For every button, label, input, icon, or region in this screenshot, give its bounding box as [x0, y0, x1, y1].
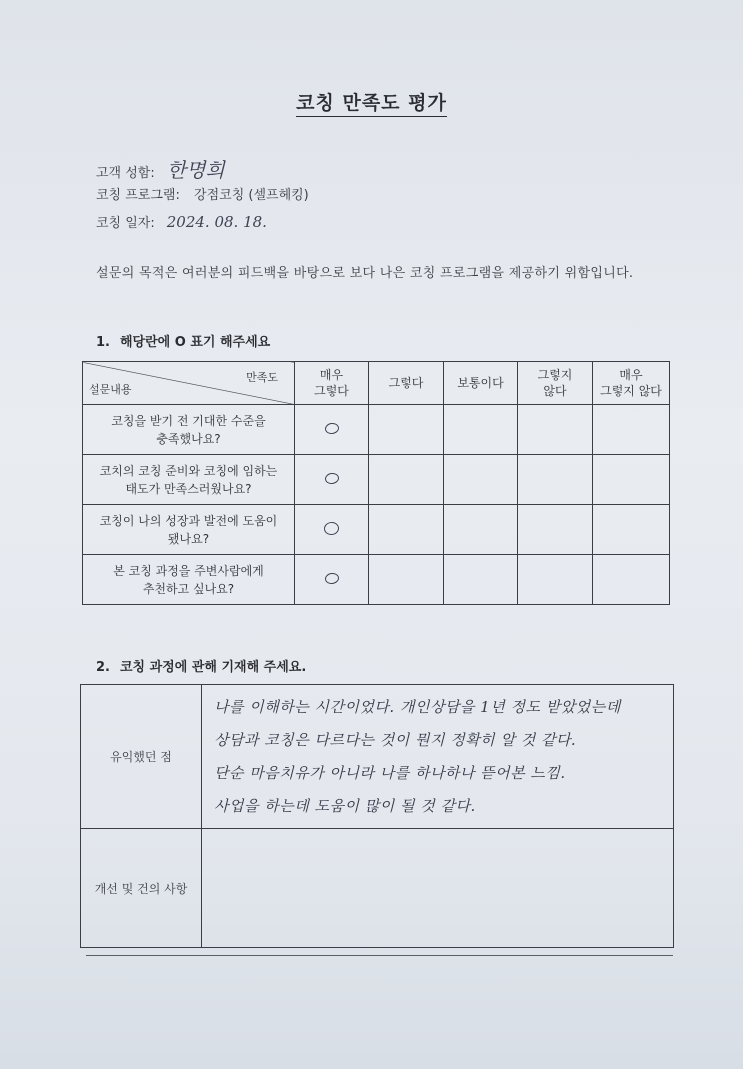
circle-mark: [324, 472, 339, 485]
section1-title: 해당란에 O 표기 해주세요: [119, 335, 271, 350]
header-line2: 그렇지 않다: [600, 384, 662, 398]
section2-heading: [96, 656, 306, 675]
section1-number: 1.: [96, 335, 110, 350]
circle-mark: [324, 572, 339, 585]
answer-cell-disagree[interactable]: [518, 405, 593, 455]
answer-cell-disagree[interactable]: [518, 455, 593, 505]
question-cell: [83, 505, 295, 555]
table-header-row: [83, 362, 670, 405]
answer-cell-very-agree[interactable]: [295, 405, 369, 455]
question-line2: 태도가 만족스러웠나요?: [125, 481, 252, 496]
benefits-answer[interactable]: [202, 685, 674, 829]
question-cell: [83, 555, 295, 605]
question-cell: [83, 455, 295, 505]
table-row: [83, 555, 670, 605]
header-line1: 보통이다: [457, 376, 504, 390]
answer-cell-disagree[interactable]: [518, 555, 593, 605]
date-row: [96, 212, 267, 231]
date-value: 2024. 08. 18.: [166, 213, 267, 231]
comments-row-benefits: [81, 685, 674, 829]
suggestions-label: 개선 및 건의 사항: [81, 829, 202, 948]
date-label: 코칭 일자:: [96, 216, 155, 231]
answer-cell-very-disagree[interactable]: [593, 505, 670, 555]
suggestions-answer[interactable]: [202, 829, 674, 948]
answer-cell-agree[interactable]: [369, 555, 444, 605]
header-line2: 않다: [543, 384, 567, 398]
header-line1: 그렇다: [388, 376, 424, 390]
answer-cell-agree[interactable]: [369, 455, 444, 505]
answer-cell-very-disagree[interactable]: [593, 455, 670, 505]
circle-mark: [324, 422, 339, 435]
header-very-disagree: [593, 362, 670, 405]
benefits-label: 유익했던 점: [81, 685, 202, 829]
header-disagree: [518, 362, 593, 405]
answer-cell-very-disagree[interactable]: [593, 555, 670, 605]
comments-table: [80, 684, 674, 948]
answer-cell-very-agree[interactable]: [295, 505, 369, 555]
header-very-agree: [295, 362, 369, 405]
question-line1: 코칭이 나의 성장과 발전에 도움이: [99, 513, 278, 528]
header-neutral: [444, 362, 518, 405]
corner-top-label: 만족도: [246, 371, 278, 384]
question-line2: 추천하고 싶나요?: [142, 581, 235, 596]
program-label: 코칭 프로그램:: [96, 188, 180, 203]
header-line1: 그렇지: [537, 368, 573, 382]
section2-title: 코칭 과정에 관해 기재해 주세요.: [119, 660, 307, 675]
header-line1: 매우: [319, 368, 344, 382]
section1-heading: [96, 331, 270, 350]
question-line2: 됐나요?: [167, 531, 210, 546]
answer-cell-neutral[interactable]: [444, 505, 518, 555]
answer-cell-agree[interactable]: [369, 405, 444, 455]
question-cell: [83, 405, 295, 455]
program-value: 강점코칭 (셀프헤킹): [194, 188, 309, 203]
satisfaction-table: [82, 361, 670, 605]
section2-number: 2.: [96, 660, 110, 675]
answer-cell-neutral[interactable]: [444, 555, 518, 605]
question-line1: 코치의 코칭 준비와 코칭에 임하는: [99, 463, 278, 478]
program-row: [96, 184, 309, 203]
comments-row-suggestions: [81, 829, 674, 948]
customer-name-label: 고객 성함:: [96, 166, 155, 181]
header-line1: 매우: [619, 368, 643, 382]
corner-bottom-label: 설문내용: [89, 383, 132, 396]
corner-cell: [83, 362, 295, 405]
document-title-text: 코칭 만족도 평가: [296, 92, 447, 117]
benefits-line: 나를 이해하는 시간이었다. 개인상담을 1년 정도 받았었는데: [214, 697, 621, 716]
question-line1: 본 코칭 과정을 주변사람에게: [113, 563, 264, 578]
intro-text: 설문의 목적은 여러분의 피드백을 바탕으로 보다 나은 코칭 프로그램을 제공하기 위함입니다.: [96, 266, 634, 281]
customer-name-value: 한명희: [166, 158, 225, 182]
table-row: [83, 455, 670, 505]
table-row: [83, 505, 670, 555]
answer-cell-neutral[interactable]: [444, 455, 518, 505]
document-title: [0, 88, 743, 115]
header-agree: [369, 362, 444, 405]
header-line2: 그렇다: [314, 384, 349, 398]
answer-cell-very-agree[interactable]: [295, 455, 369, 505]
answer-cell-very-disagree[interactable]: [593, 405, 670, 455]
answer-cell-neutral[interactable]: [444, 405, 518, 455]
benefits-line: 상담과 코칭은 다르다는 것이 뭔지 정확히 알 것 같다.: [214, 730, 577, 749]
table-row: [83, 405, 670, 455]
answer-cell-agree[interactable]: [369, 505, 444, 555]
answer-cell-disagree[interactable]: [518, 505, 593, 555]
question-line1: 코칭을 받기 전 기대한 수준을: [111, 413, 266, 428]
answer-cell-very-agree[interactable]: [295, 555, 369, 605]
customer-name-row: [96, 154, 225, 183]
circle-mark: [323, 521, 340, 536]
benefits-line: 사업을 하는데 도움이 많이 될 것 같다.: [214, 796, 476, 815]
bottom-divider: [86, 955, 673, 956]
benefits-line: 단순 마음치유가 아니라 나를 하나하나 뜯어본 느낌.: [214, 763, 566, 782]
question-line2: 충족했나요?: [156, 431, 221, 446]
